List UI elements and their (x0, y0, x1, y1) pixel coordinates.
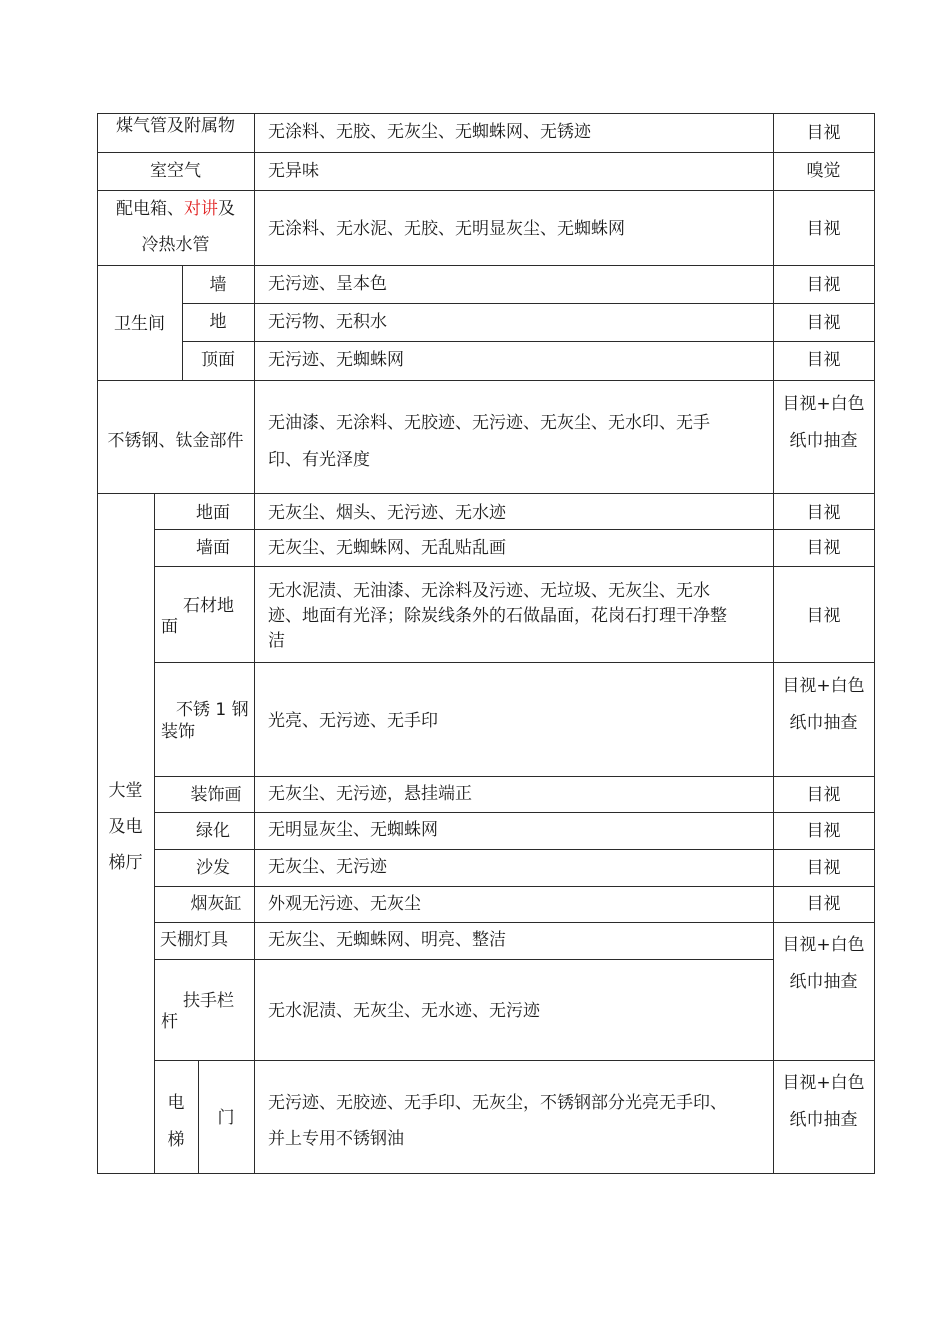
stainless-parts-method-l2: 纸巾抽查 (789, 431, 858, 451)
lobby-lamp-standard: 无灰尘、无蜘蛛网、明亮、整洁 (268, 930, 506, 950)
bathroom-group: 卫生间 (114, 314, 165, 334)
elevator-group-l2: 梯 (167, 1130, 185, 1150)
table-line (97, 493, 874, 494)
table-line (154, 566, 874, 567)
lobby-stone-standard-l2: 迹、地面有光泽；除炭线条外的石做晶面，花岗石打理干净整 (268, 606, 727, 626)
table-line (154, 1060, 874, 1061)
lobby-stone-standard-l1: 无水泥渍、无油漆、无涂料及污迹、无垃圾、无灰尘、无水 (268, 581, 710, 601)
gas-pipe-method: 目视 (806, 123, 841, 143)
bathroom-floor-method: 目视 (806, 313, 841, 333)
table-line (874, 113, 875, 1174)
lobby-painting-standard: 无灰尘、无污迹，悬挂端正 (268, 784, 472, 804)
lobby-wall-method: 目视 (806, 538, 841, 558)
elevator-door-item: 门 (217, 1108, 235, 1128)
lobby-group-l3: 梯厅 (108, 853, 143, 873)
gas-pipe-item: 煤气管及附属物 (116, 116, 235, 136)
lobby-steel-deco-method-l2: 纸巾抽查 (789, 713, 858, 733)
lobby-lamp-cell (155, 923, 254, 959)
lobby-painting-method: 目视 (806, 785, 841, 805)
lobby-green-item: 绿化 (196, 821, 230, 841)
lobby-lamp-rail-method-l2: 纸巾抽查 (789, 972, 858, 992)
lobby-stone-standard-l3: 洁 (268, 631, 285, 651)
distribution-box-item (97, 197, 254, 221)
lobby-painting-item: 装饰画 (190, 785, 242, 805)
table-line (182, 303, 874, 304)
gas-pipe-standard: 无涂料、无胶、无灰尘、无蜘蛛网、无锈迹 (268, 122, 591, 142)
bathroom-wall-standard: 无污迹、呈本色 (268, 274, 387, 294)
table-line (154, 922, 874, 923)
lobby-stone-item-l1: 石材地 (183, 596, 234, 616)
bathroom-ceiling-item: 顶面 (201, 350, 235, 370)
lobby-sofa-method: 目视 (806, 858, 841, 878)
lobby-lamp-item: 天棚灯具 (160, 930, 228, 950)
indoor-air-standard: 无异味 (268, 161, 319, 181)
stainless-parts-standard-l2: 印、有光泽度 (268, 450, 370, 470)
lobby-wall-item: 墙面 (196, 538, 230, 558)
item-text: 及 (218, 199, 235, 219)
lobby-group-l1: 大堂 (108, 781, 143, 801)
elevator-door-method-l2: 纸巾抽查 (789, 1110, 858, 1130)
bathroom-ceiling-method: 目视 (806, 350, 841, 370)
lobby-ashtray-standard: 外观无污迹、无灰尘 (268, 894, 421, 914)
lobby-steel-deco-item-l2: 装饰 (161, 722, 195, 742)
table-line (97, 380, 874, 381)
stainless-parts-standard-l1: 无油漆、无涂料、无胶迹、无污迹、无灰尘、无水印、无手 (268, 413, 710, 433)
lobby-steel-deco-method-l1: 目视+白色 (782, 676, 865, 696)
lobby-steel-deco-standard: 光亮、无污迹、无手印 (268, 711, 438, 731)
elevator-door-method-l1: 目视+白色 (782, 1073, 865, 1093)
table-line (154, 886, 874, 887)
bathroom-wall-method: 目视 (806, 275, 841, 295)
indoor-air-item: 室空气 (150, 161, 201, 181)
elevator-group-l1: 电 (167, 1093, 185, 1113)
table-line (154, 529, 874, 530)
table-line (154, 776, 874, 777)
table-line (97, 152, 874, 153)
table-line (97, 265, 874, 266)
lobby-stone-method: 目视 (806, 606, 841, 626)
stainless-parts-method-l1: 目视+白色 (782, 394, 865, 414)
bathroom-wall-item: 墙 (209, 275, 227, 295)
lobby-ground-item: 地面 (196, 503, 230, 523)
lobby-ashtray-item: 烟灰缸 (190, 894, 242, 914)
lobby-green-method: 目视 (806, 821, 841, 841)
lobby-sofa-standard: 无灰尘、无污迹 (268, 857, 387, 877)
lobby-group-l2: 及电 (108, 817, 143, 837)
lobby-rail-item-l2: 杆 (161, 1012, 178, 1032)
indoor-air-method: 嗅觉 (806, 161, 841, 181)
table-line (154, 812, 874, 813)
lobby-stone-item-l2: 面 (161, 617, 178, 637)
table-line (97, 1173, 874, 1174)
lobby-rail-item-l1: 扶手栏 (183, 991, 234, 1011)
lobby-ground-method: 目视 (806, 503, 841, 523)
elevator-door-standard-l1: 无污迹、无胶迹、无手印、无灰尘，不锈钢部分光亮无手印、 (268, 1093, 727, 1113)
lobby-steel-deco-item-l1: 不锈 1 钢 (176, 700, 249, 720)
table-line (154, 959, 774, 960)
item-text: 配电箱、 (116, 199, 184, 219)
lobby-rail-standard: 无水泥渍、无灰尘、无水迹、无污迹 (268, 1001, 540, 1021)
distribution-box-item-line2: 冷热水管 (141, 235, 210, 255)
bathroom-floor-standard: 无污物、无积水 (268, 312, 387, 332)
table-line (154, 849, 874, 850)
stainless-parts-item: 不锈钢、钛金部件 (107, 431, 244, 451)
table-line (182, 341, 874, 342)
lobby-lamp-rail-method-l1: 目视+白色 (782, 935, 865, 955)
table-line (97, 113, 98, 1174)
table-line (254, 113, 255, 1174)
elevator-door-standard-l2: 并上专用不锈钢油 (268, 1129, 404, 1149)
lobby-sofa-item: 沙发 (196, 858, 230, 878)
lobby-ashtray-method: 目视 (806, 894, 841, 914)
bathroom-ceiling-standard: 无污迹、无蜘蛛网 (268, 350, 404, 370)
lobby-wall-standard: 无灰尘、无蜘蛛网、无乱贴乱画 (268, 538, 506, 558)
table-line (154, 662, 874, 663)
lobby-green-standard: 无明显灰尘、无蜘蛛网 (268, 820, 438, 840)
distribution-box-method: 目视 (806, 219, 841, 239)
bathroom-floor-item: 地 (209, 312, 227, 332)
table-line (97, 190, 874, 191)
intercom-highlight: 对讲 (184, 199, 218, 219)
distribution-box-standard: 无涂料、无水泥、无胶、无明显灰尘、无蜘蛛网 (268, 219, 625, 239)
lobby-ground-standard: 无灰尘、烟头、无污迹、无水迹 (268, 503, 506, 523)
